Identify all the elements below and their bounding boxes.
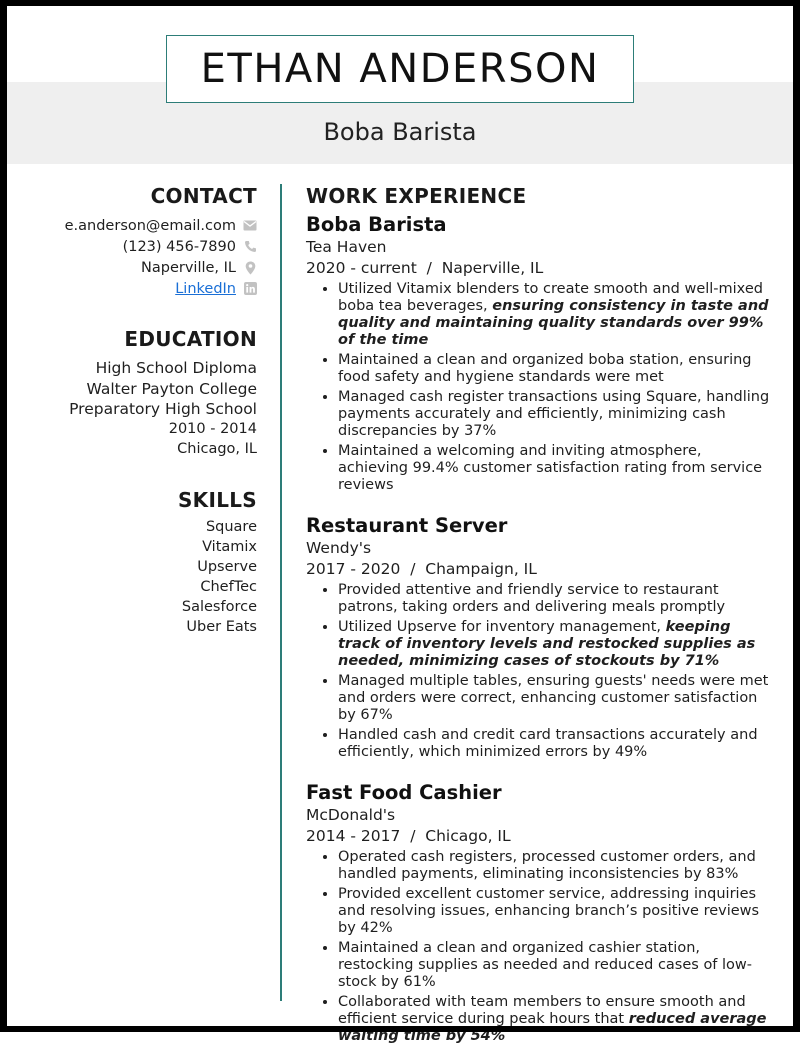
location-text: Naperville, IL [141,259,236,276]
skill-item: Square [205,519,257,535]
skill-item: Uber Eats [186,619,257,635]
skill-item: Upserve [197,559,257,575]
education-heading: EDUCATION [124,327,257,351]
education-school-line2: Preparatory High School [69,400,257,418]
bullet-emphasis: keeping track of inventory levels and restocked supplies as needed, minimizing cases of stockouts by 71% [338,619,756,669]
job-company: McDonald's [306,806,396,824]
education-school-line1: Walter Payton College [86,380,257,398]
phone-text[interactable]: (123) 456-7890 [122,238,236,255]
email-text[interactable]: e.anderson@email.com [64,217,236,234]
bullet-text: Managed cash register transactions using Square, handling payments accurately and efficiently, minimizing cash discrepancies by 37% [338,389,770,439]
job-company: Tea Haven [306,238,387,256]
bullet-text: Utilized Upserve for inventory management, [338,619,666,635]
education-location: Chicago, IL [177,441,257,457]
work-experience-heading: WORK EXPERIENCE [306,184,527,208]
linkedin-link[interactable]: LinkedIn [175,280,236,297]
skill-item: Salesforce [181,599,257,615]
job-dates-location: 2017 - 2020 / Champaign, IL [306,560,537,578]
bullet-text: Maintained a clean and organized boba station, ensuring food safety and hygiene standards were met [338,352,752,385]
candidate-name: ETHAN ANDERSON [200,46,600,92]
job-dates-location: 2020 - current / Naperville, IL [306,259,544,277]
bullet-text: Handled cash and credit card transactions accurately and efficiently, which minimized errors by 49% [338,727,758,760]
bullet-text: Provided attentive and friendly service to restaurant patrons, taking orders and delivering meals promptly [338,582,726,615]
contact-heading: CONTACT [150,184,257,208]
bullet-text: Operated cash registers, processed customer orders, and handled payments, eliminating inconsistencies by 83% [338,849,756,882]
bullet-text: Provided excellent customer service, addressing inquiries and resolving issues, enhancing branch’s positive reviews by 42% [338,886,760,936]
bullet-text: Maintained a welcoming and inviting atmosphere, achieving 99.4% customer satisfaction rating from service reviews [338,443,763,493]
bullet-text: Collaborated with team members to ensure smooth and efficient service during peak hours that [338,994,746,1027]
bullet-emphasis: ensuring consistency in taste and quality and maintaining quality standards over 99% of the time [338,298,769,348]
skills-heading: SKILLS [177,488,257,512]
job-company: Wendy's [306,539,372,557]
skill-item: Vitamix [202,539,257,555]
education-years: 2010 - 2014 [168,421,257,437]
job-title: Restaurant Server [306,514,508,537]
job-title: Fast Food Cashier [306,781,502,804]
bullet-emphasis: reduced average waiting time by 54% [338,1011,767,1044]
target-job-title: Boba Barista [323,118,477,146]
skill-item: ChefTec [200,579,257,595]
job-dates-location: 2014 - 2017 / Chicago, IL [306,827,511,845]
job-title: Boba Barista [306,213,447,236]
bullet-text: Managed multiple tables, ensuring guests' needs were met and orders were correct, enhancing customer satisfaction by 67% [338,673,769,723]
bullet-text: Utilized Vitamix blenders to create smooth and well-mixed boba tea beverages, [338,281,763,314]
bullet-text: Maintained a clean and organized cashier station, restocking supplies as needed and reduced cases of low-stock by 61% [338,940,753,990]
education-degree: High School Diploma [95,359,257,377]
